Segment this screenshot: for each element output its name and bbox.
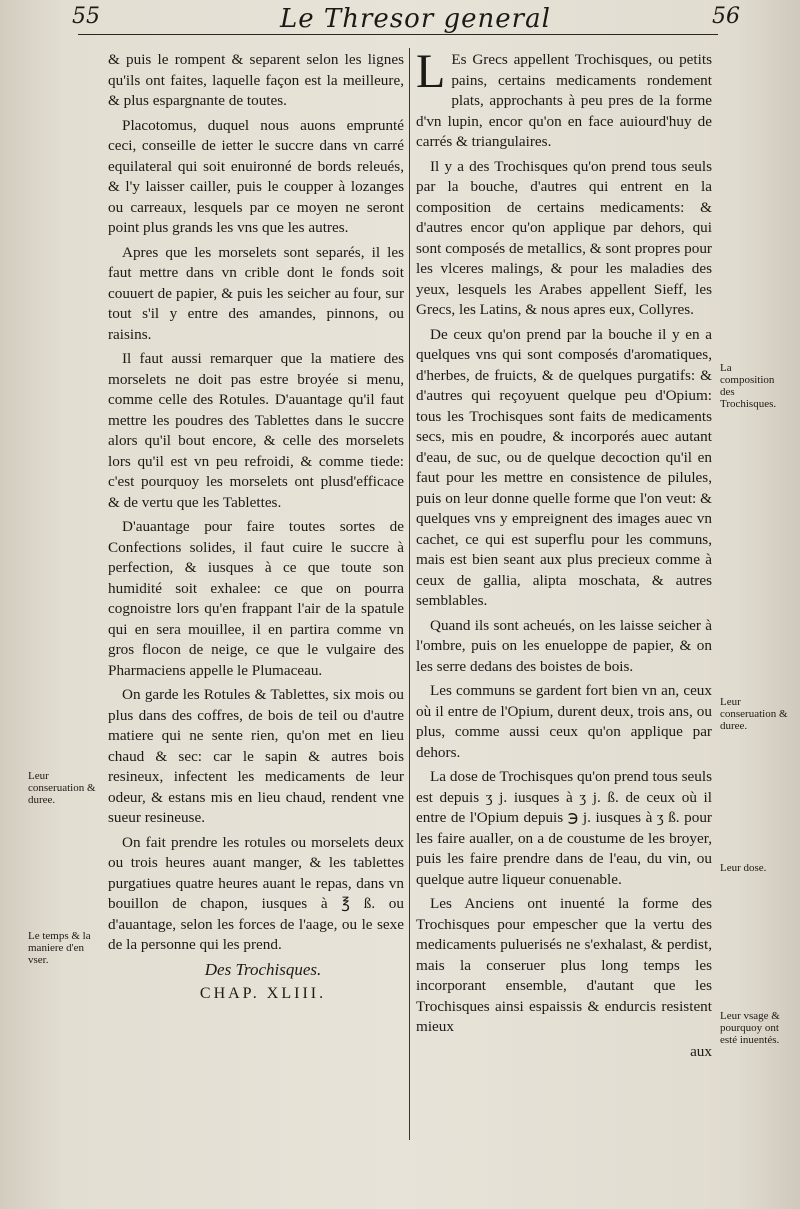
catchword: aux: [690, 1042, 712, 1060]
paragraph: Les Anciens ont inuenté la forme des Trochisques pour empescher que la vertu des medicaments puluerisés ne s'exhalast, & perdist, mais la conseruer plus long temps les incorporant ensemble, d'autant que les Trochisques ainsi espaissis & endurcis resistent mieux: [416, 895, 712, 1035]
column-divider: [409, 48, 410, 1140]
paragraph: [416, 45, 712, 153]
paragraph: Placotomus, duquel nous auons emprunté ceci, conseille de ietter le succre dans vn carré equilateral qui soit enuironné de bords releués, & l'y laisser cailler, puis le coupper à lozanges ou carreaux, lesquels par ce moyen ne seront point plus grands les vns que les autres.: [108, 116, 404, 236]
margin-note-left: Le temps & la maniere d'en vser.: [28, 930, 91, 966]
margin-note-right: Leur vsage & pourquoy ont esté inuentés.: [720, 1010, 780, 1046]
right-column: [416, 45, 712, 1066]
paragraph: Il y a des Trochisques qu'on prend tous seuls par la bouche, d'autres qui entrent en la composition de certains medicaments: & d'autres encor qu'on applique par dehors, qui sont composés de metallics, & sont propres pour les vlceres malings, & pour les maladies des yeux, lesquels les Arabes appellent Sieff, les Grecs, les Latins, & nous apres eux, Collyres.: [416, 157, 712, 318]
paragraph: Il faut aussi remarquer que la matiere des morselets ne doit pas estre broyée si menu, comme celle des Rotules. D'auantage qu'il faut mettre les poudres des Tablettes dans le succre alors qu'il bout encore, & celle des morselets lors qu'il est vn peu refroidi, & comme tiede: c'est pourquoy les morselets ont plusd'efficace & de vertu que les Tablettes.: [108, 350, 404, 511]
paragraph: De ceux qu'on prend par la bouche il y en a quelques vns qui sont composés d'aromatiques, d'herbes, de fruicts, & de quelques purgatifs: & d'autres qui reçoyuent quelque peu d'Opium: tous les Trochisques sont faits de medicaments secs, mis en poudre, & incorporés auec autant d'eau, de suc, ou de quelque decoction qu'il en faut pour les mettre en consistence de pilules, puis on leur donne quelle forme que l'on veut: & quelques vns y empreignent des images auec vn cachet, ce qui est superflu pour les communs, mais est bien seant aux plus precieux comme à ceux de gallia, alipta moschata, & autres semblables.: [416, 325, 712, 609]
chapter-heading: CHAP. XLIII.: [199, 985, 327, 1002]
margin-note-right: Leur dose.: [720, 862, 767, 874]
paragraph: D'auantage pour faire toutes sortes de Confections solides, il faut cuire le succre à perfection, & iusques à ce que toute son humidité soit exhalee: ce que on pourra cognoistre lors qu'en frappant l'air de la spatule qui en sera mouillee, il en partira comme vn gros flocon de neige, ce que le vulgaire des Pharmaciens appelle le Plumaceau.: [108, 518, 404, 679]
paragraph: On garde les Rotules & Tablettes, six mois ou plus dans des coffres, de bois de teil ou d'autre matiere qui ne sente rien, qu'on met en lieu chaud & sec: car le sapin & autres bois resineux, infectent les medicaments de leur odeur, & estans mis en lieu chaud, rendent vne sueur resineuse.: [108, 686, 404, 826]
left-column: [108, 50, 404, 1009]
page-number-left: 55: [72, 4, 100, 29]
page-number-right: 56: [712, 4, 740, 29]
drop-cap: L: [416, 45, 446, 98]
paragraph: Les communs se gardent fort bien vn an, ceux où il entre de l'Opium, durent deux, trois ans, ou plus, comme aussi ceux qu'on applique par dehors.: [416, 682, 712, 761]
paragraph: Quand ils sont acheués, on les laisse seicher à l'ombre, puis on les enueloppe de papier, & on les serre dedans des boistes de bois.: [416, 616, 712, 675]
paragraph: La dose de Trochisques qu'on prend tous seuls est depuis ʒ j. iusques à ʒ j. ß. de ceux où il entre de l'Opium depuis ℈ j. iusques à ʒ ß. pour les faire aualler, on a de coustume de les broyer, puis les faire prendre dans de l'eau, du vin, ou quelque autre liqueur conuenable.: [416, 768, 712, 888]
paragraph: On fait prendre les rotules ou morselets deux ou trois heures auant manger, & les tablettes purgatiues quatre heures auant le repas, dans vn bouillon de chapon, iusques à ℥ ß. ou d'auantage, selon les forces de l'aage, ou le sexe de la personne qui les prend.: [108, 833, 404, 953]
margin-note-left: Leur conseruation & duree.: [28, 770, 96, 806]
margin-note-right: La composition des Trochisques.: [720, 362, 777, 410]
margin-note-right: Leur conseruation & duree.: [720, 696, 788, 732]
paragraph-text: Es Grecs appellent Trochisques, ou petits pains, certains medicaments rondement plats, approchants à peu pres de la forme d'vn lupin, encor qu'on en face auiourd'huy de carrés & triangulaires.: [416, 51, 712, 150]
paragraph: Apres que les morselets sont separés, il les faut mettre dans vn crible dont le fonds soit couuert de papier, & puis les seicher au four, sur tout s'il y entre des amandes, pinnons, ou raisins.: [108, 243, 404, 343]
section-title: Des Trochisques.: [204, 959, 322, 979]
paragraph: & puis le rompent & separent selon les lignes qu'ils ont faites, laquelle façon est la meilleure, & plus espargnante de toutes.: [108, 51, 404, 109]
running-title: Le Thresor general: [280, 4, 551, 34]
header-rule: [78, 34, 718, 35]
